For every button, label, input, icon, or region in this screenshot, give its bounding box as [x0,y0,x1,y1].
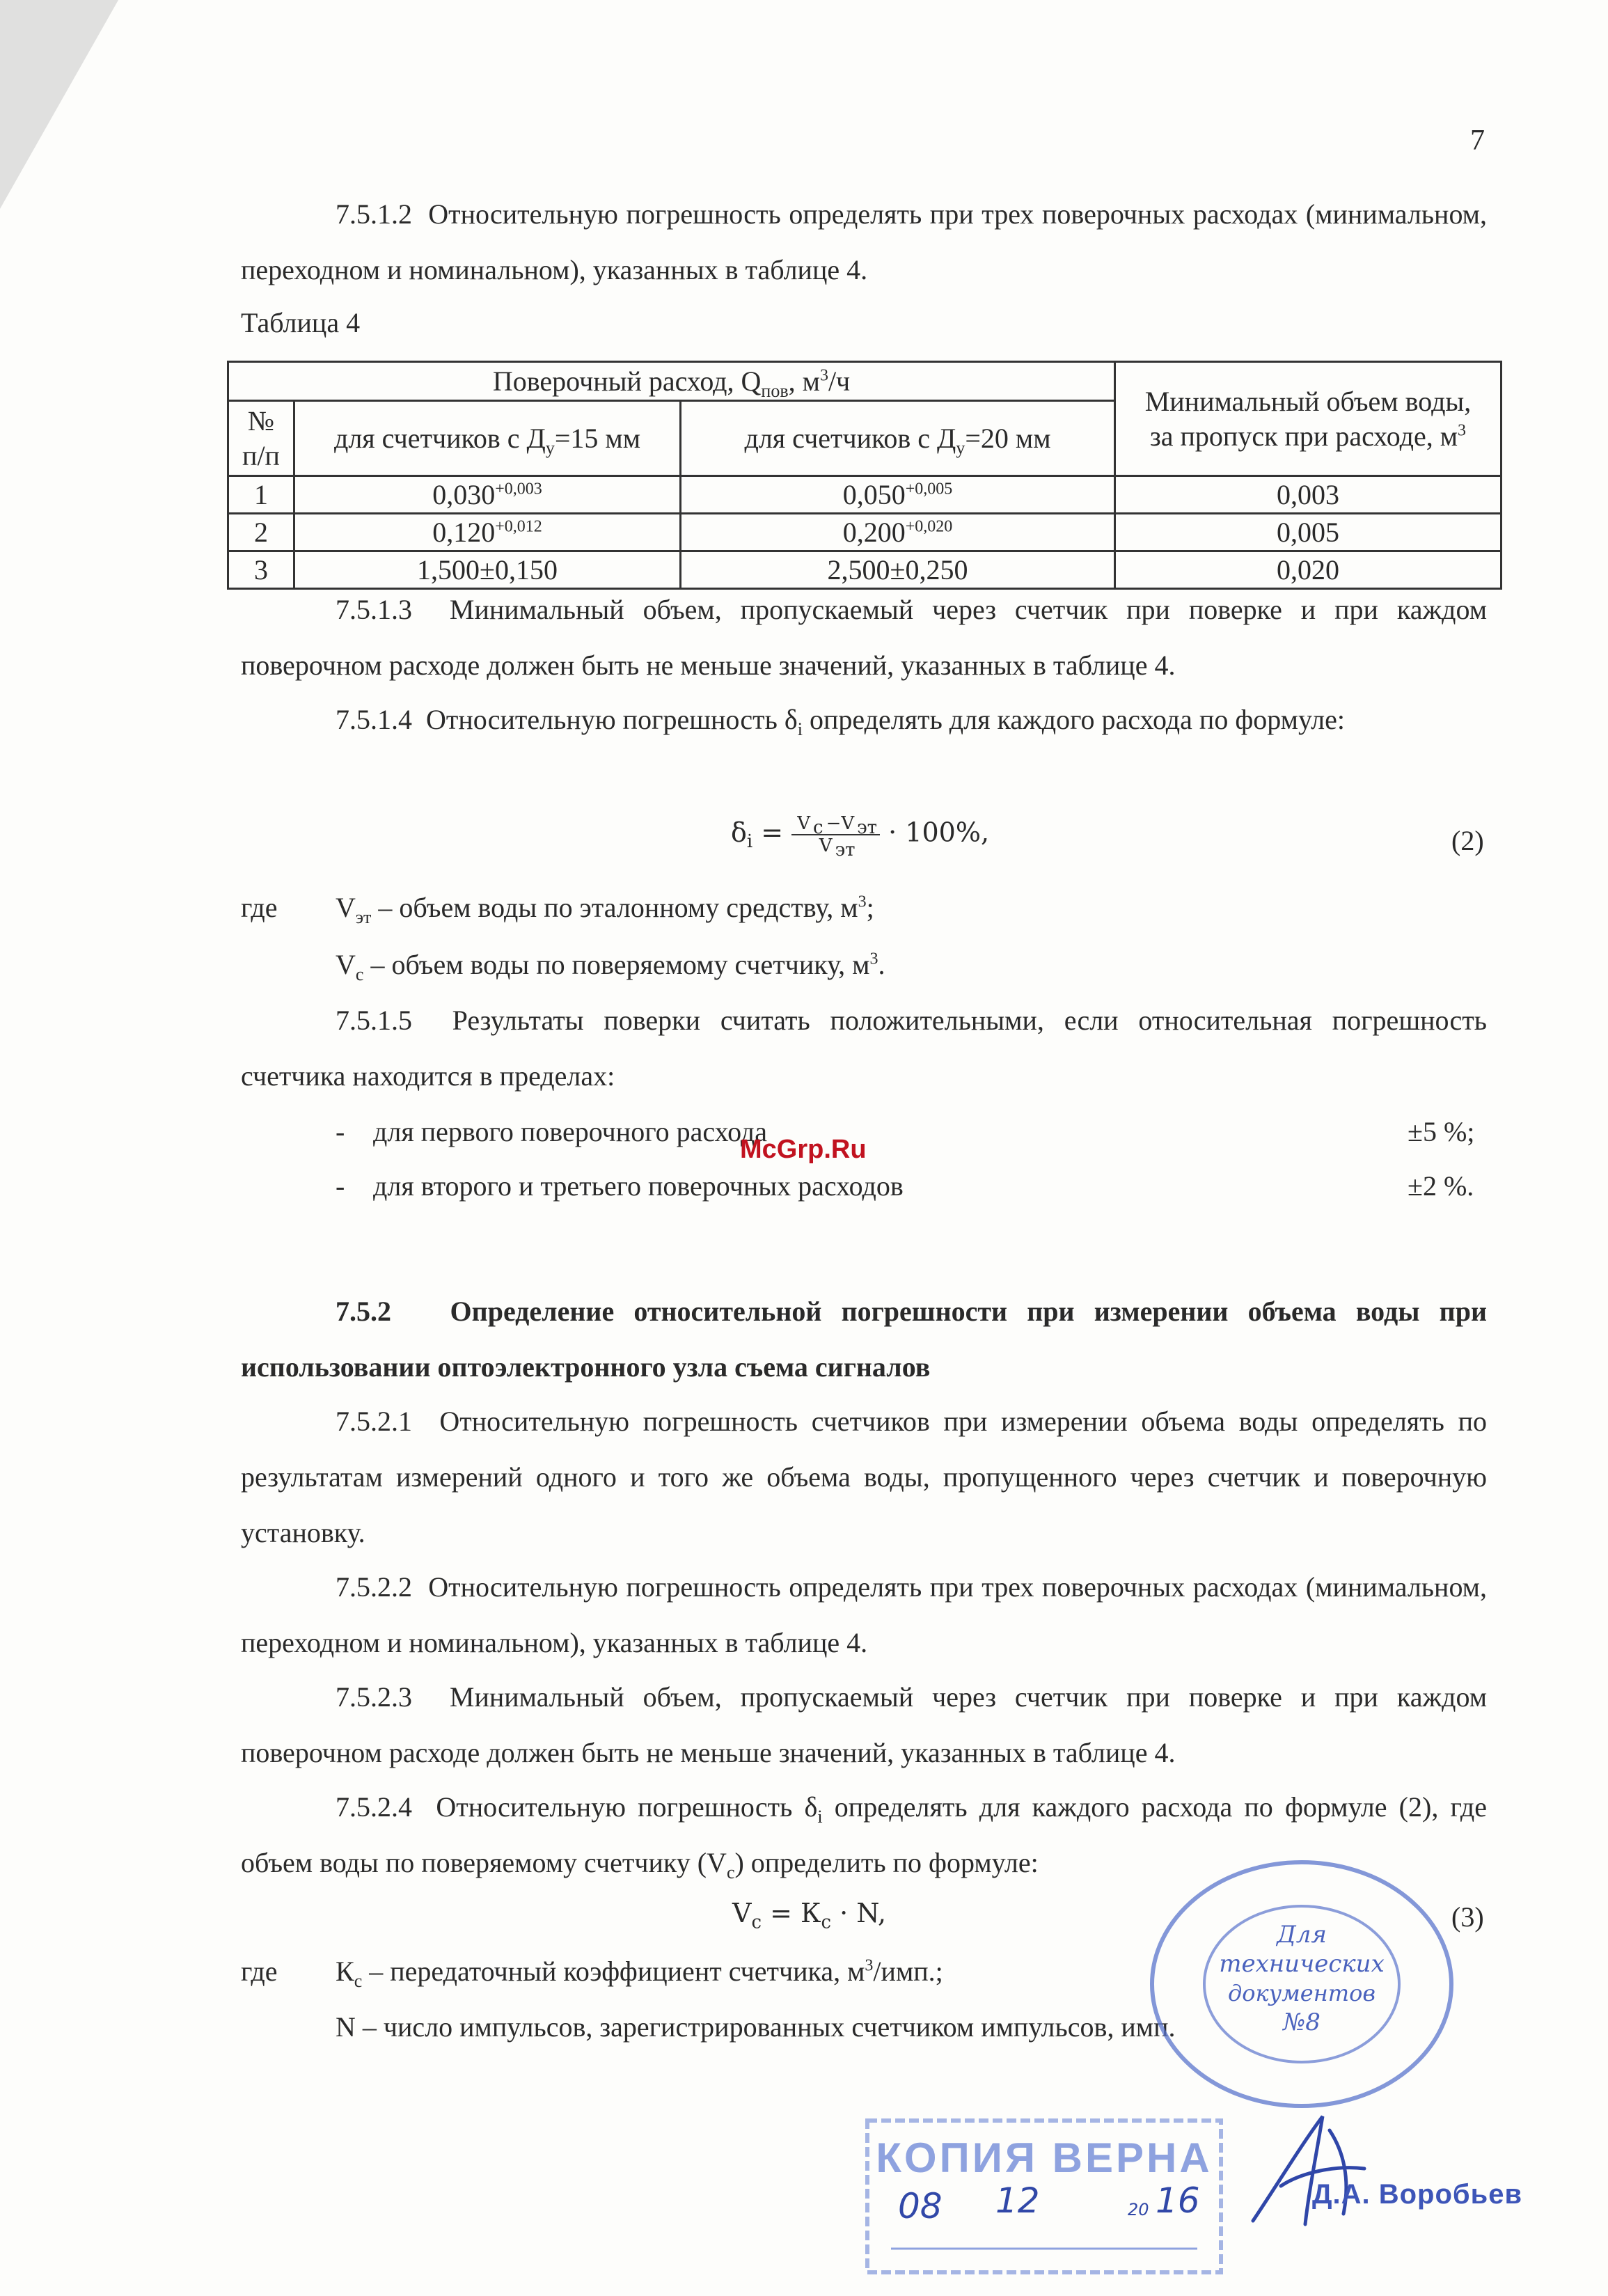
section-number: 7.5.1.3 [336,594,412,625]
paragraph-text: Относительную погрешность определять при трех поверочных расходах (минимальном, переходном и номинальном), указанных в таблице 4. [241,1571,1487,1658]
table-cell: 1 [228,476,294,514]
list-item-value: ±5 %; [1408,1116,1475,1147]
formula-3: $V_с = К_с \cdot N$, [732,1898,887,1933]
table-cell: $0,200^{+0,020}$ [681,514,1115,551]
paragraph-7514: 7.5.1.4 Относительную погрешность $\delta_i$ определять для каждого расхода по формуле: [336,704,1346,739]
section-heading-752 [241,1284,1487,1395]
list-item: для второго и третьего поверочных расходов [373,1170,904,1202]
table-cell: $0,030^{+0,003}$ [294,476,681,514]
paragraph-7515 [241,993,1487,1104]
watermark: McGrp.Ru [740,1135,867,1164]
section-number: 7.5.2.2 [336,1571,412,1603]
section-number: 7.5.2.3 [336,1681,412,1713]
paragraph-text: Относительную погрешность счетчиков при измерении объема воды определять по результатам измерений одного и того же объема воды, пропущенного через счетчик и поверочную установку. [241,1406,1488,1548]
table-cell: $0,050^{+0,005}$ [681,476,1115,514]
list-item-value: ±2 %. [1408,1170,1474,1202]
paragraph-7523 [241,1669,1487,1781]
section-number: 7.5.2.4 [336,1791,412,1823]
stamp-text: технических [1219,1950,1385,1978]
table-header-group: Поверочный расход, $Q_{пов}$, $м^3/ч$ [228,362,1115,401]
table-row [228,476,1501,514]
table-cell: 0,005 [1115,514,1501,551]
formula-2: $\delta_i$ = $\frac{V _с -V _{эт}}{V _{эт}}$ · 100%, [731,813,990,861]
stamp-text: Для [1277,1921,1327,1949]
section-number: 7.5.1.4 [336,704,412,735]
copy-stamp-text: КОПИЯ ВЕРНА [876,2134,1213,2181]
where-label: где [241,892,278,923]
paragraph-7522 [241,1559,1487,1671]
stamp-date-year-prefix: 20 [1128,2200,1149,2219]
table-caption: Таблица 4 [241,307,361,338]
table-cell: 2 [228,514,294,551]
list-item-dash: - [336,1170,345,1202]
paragraph-7521 [241,1394,1487,1561]
stamp-date-year: 16 [1156,2180,1200,2221]
table-cell: 2,500±0,250 [681,551,1115,589]
table-cell: 0,020 [1115,551,1501,589]
table-4 [227,361,1502,590]
section-title: Определение относительной погрешности при измерении объема воды при использовании оптоэлектронного узла съема сигналов [241,1296,1488,1383]
paragraph-text: Относительную погрешность определять при трех поверочных расходах (минимальном, переходном и номинальном), указанных в таблице 4. [241,198,1487,285]
paragraph-text: Результаты поверки считать положительными, если относительная погрешность счетчика находится в пределах: [241,1005,1487,1092]
table-cell: 3 [228,551,294,589]
formula-fraction: $\frac{V _с -V _{эт}}{V _{эт}}$ [791,813,880,856]
paragraph-7512 [241,187,1487,298]
section-number: 7.5.1.5 [336,1005,412,1036]
stamp-date-month: 12 [995,2180,1040,2221]
definition-n: N – число импульсов, зарегистрированных счетчиком импульсов, имп. [336,2011,1176,2043]
paragraph-7513 [241,582,1487,693]
table-header-d20: для счетчиков с $Д_у=20$ мм [681,401,1115,476]
section-number: 7.5.2 [336,1296,391,1327]
paragraph-text: Минимальный объем, пропускаемый через счетчик при поверке и при каждом поверочном расходе должен быть не меньше значений, указанных в таблице 4. [241,594,1488,681]
table-cell: $0,120^{+0,012}$ [294,514,681,551]
list-item: для первого поверочного расхода [373,1116,768,1147]
equation-number: (2) [1451,825,1484,856]
page-number: 7 [1470,125,1485,157]
table-cell: 1,500±0,150 [294,551,681,589]
table-header-number: № п/п [228,401,294,476]
definition-kc: $К_с$ – передаточный коэффициент счетчика, $м^3$/имп.; [336,1956,943,1991]
stamp-text: документов [1228,1980,1376,2006]
section-number: 7.5.2.1 [336,1406,412,1437]
paragraph-7524: 7.5.2.4 Относительную погрешность $\delta_i$ определять для каждого расхода по формуле (2), где объем воды по поверяемому счетчику $(V_с)$ определить по формуле: [241,1791,1488,1882]
table-cell: 0,003 [1115,476,1501,514]
table-header-min-volume: Минимальный объем воды, за пропуск при расходе, $м^3$ [1115,362,1501,476]
section-number: 7.5.1.2 [336,198,412,230]
table-row [228,514,1501,551]
signature [1239,2102,1378,2242]
paragraph-text: Минимальный объем, пропускаемый через счетчик при поверке и при каждом поверочном расходе должен быть не меньше значений, указанных в таблице 4. [241,1681,1488,1768]
list-item-dash: - [336,1116,345,1147]
stamp-text: №8 [1283,2008,1321,2036]
signer-name: Д.А. Воробьев [1312,2179,1523,2210]
definition-vet: $V_{эт}$ – объем воды по эталонному средству, $м^3$; [336,892,874,927]
definition-vc: $V_с$ – объем воды по поверяемому счетчику, $м^3$. [336,949,885,984]
equation-number: (3) [1451,1901,1484,1933]
where-label: где [241,1956,278,1987]
round-stamp [1142,1852,1462,2116]
stamp-date-day: 08 [898,2186,943,2226]
table-header-d15: для счетчиков с $Д_у=15$ мм [294,401,681,476]
scan-edge-shadow [0,0,118,209]
